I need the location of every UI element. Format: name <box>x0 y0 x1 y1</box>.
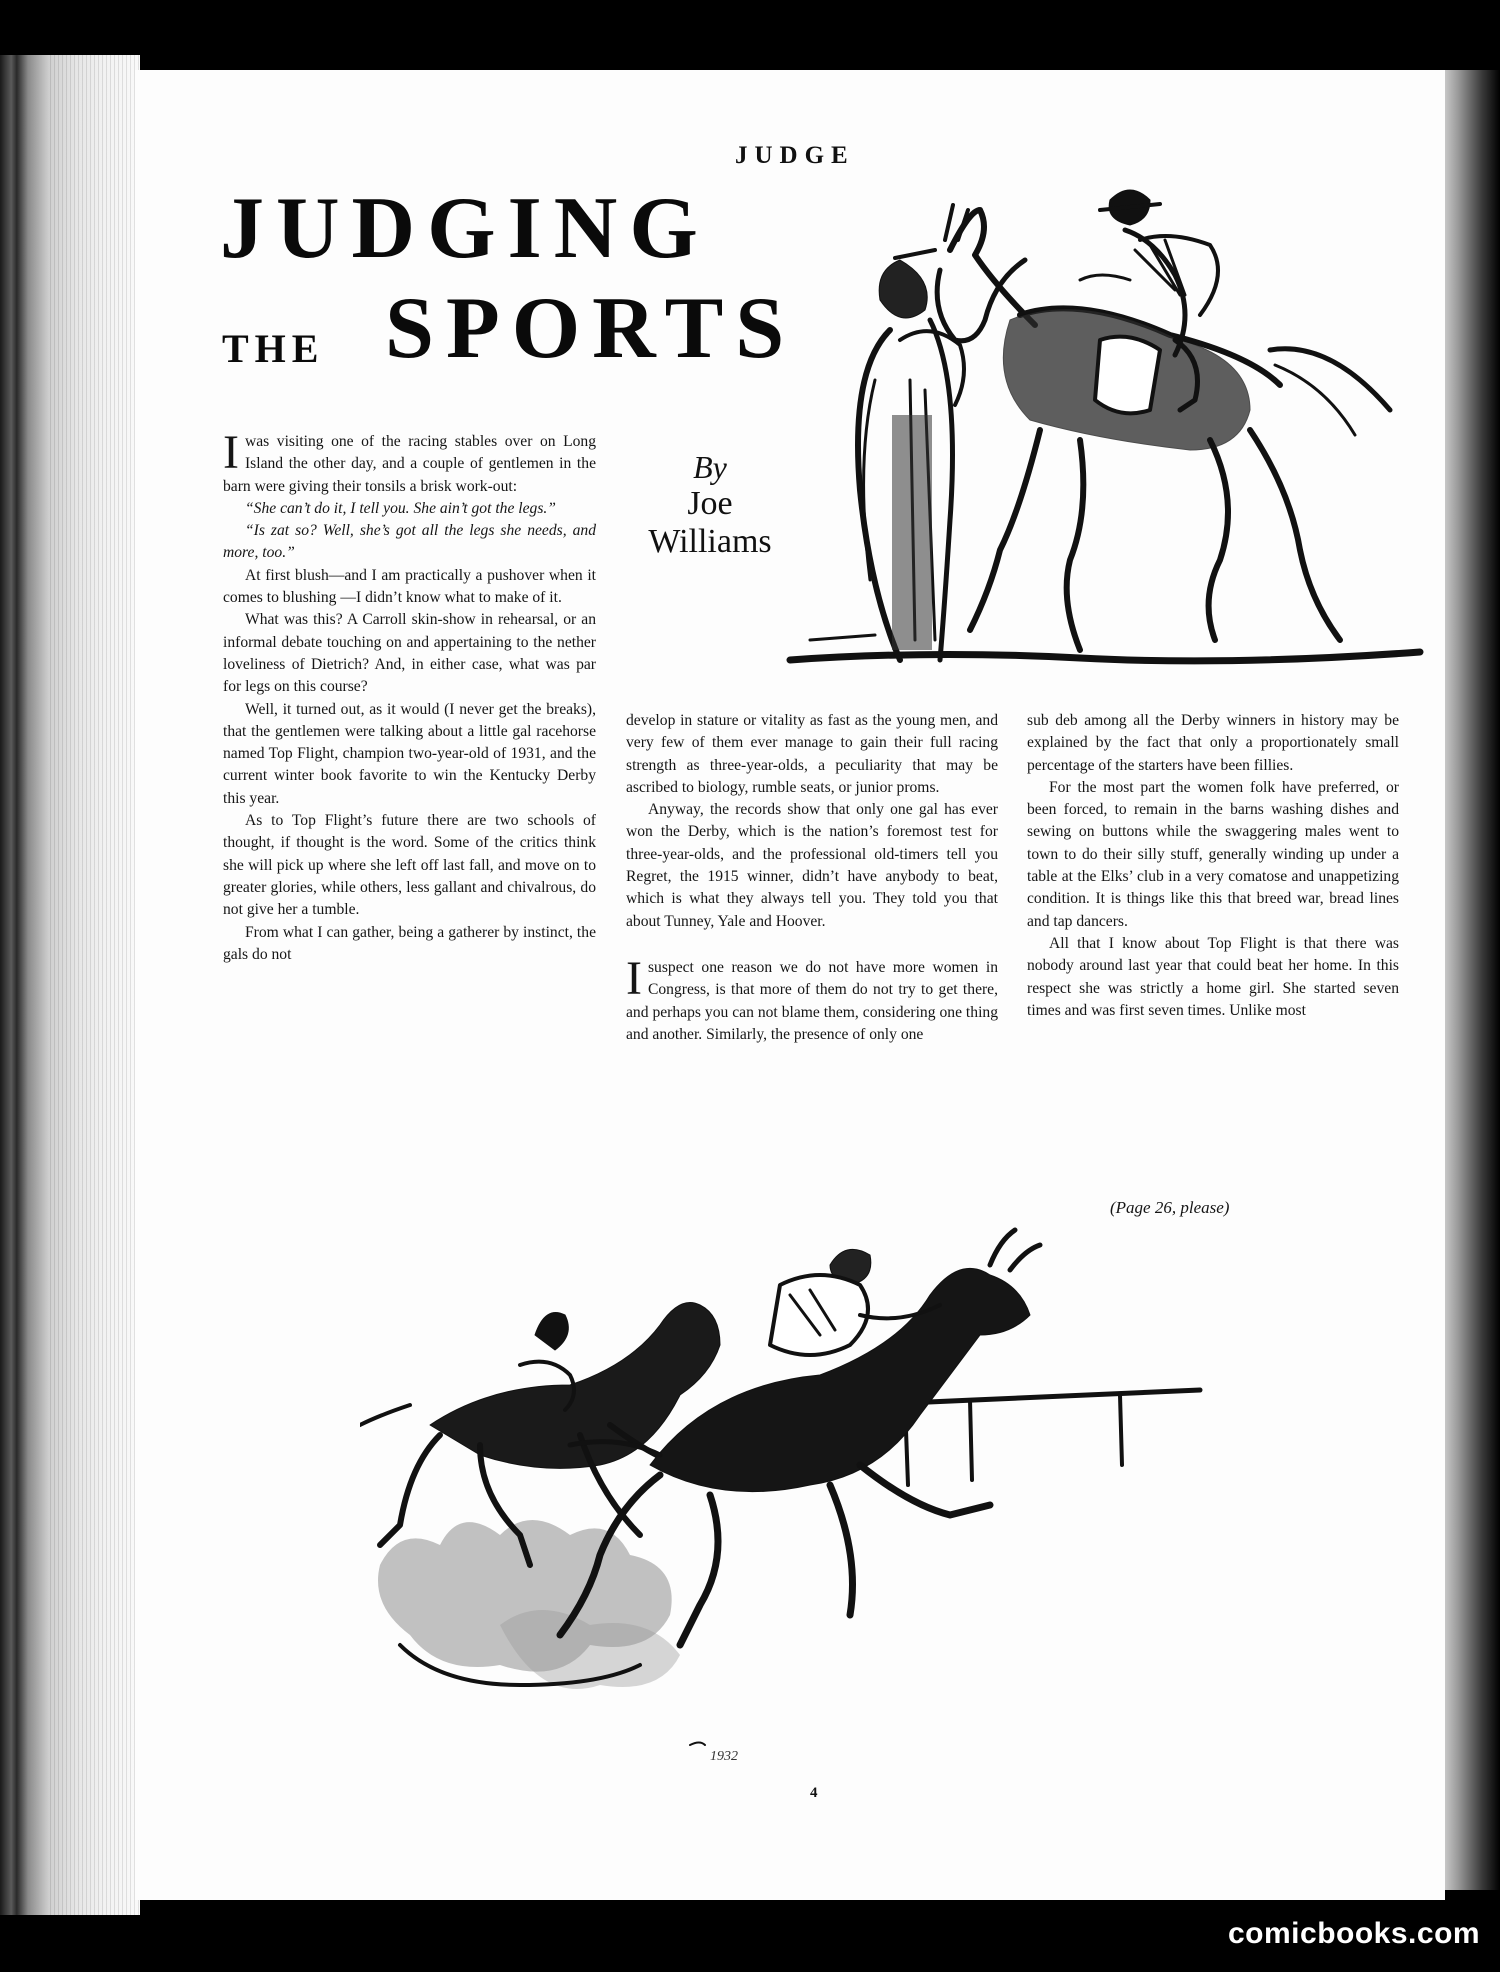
paragraph: “She can’t do it, I tell you. She ain’t got the legs.” <box>245 499 556 517</box>
paragraph: From what I can gather, being a gatherer by instinct, the gals do not <box>223 923 596 963</box>
site-watermark: comicbooks.com <box>1228 1917 1481 1950</box>
paragraph: For the most part the women folk have preferred, or been forced, to remain in the barns washing dishes and sewing on buttons while the swaggering males went to town to do their silly stuff, generally winding up under a table at the Elks’ club in a very comatose and unappetizing condition. It is things like this that breed war, bread lines and tap dancers. <box>1027 778 1399 930</box>
byline-by: By <box>693 449 727 485</box>
paragraph: Well, it turned out, as it would (I never get the breaks), that the gentlemen were talking about a little gal racehorse named Top Flight, champion two-year-old of 1931, and the current winter book favorite to win the Kentucky Derby this year. <box>223 700 596 807</box>
byline <box>625 450 795 560</box>
paragraph: What was this? A Carroll skin-show in rehearsal, or an informal debate touching on and appertaining to the nether loveliness of Dietrich? And, in either case, what was par for legs on this course? <box>223 611 596 696</box>
racing-horses-illustration <box>360 1225 1210 1785</box>
illustration-signature: 1932 <box>710 1749 738 1764</box>
paragraph: “Is zat so? Well, she’s got all the legs she needs, and more, too.” <box>223 522 596 562</box>
article-column-1 <box>223 426 596 966</box>
continued-note: (Page 26, please) <box>1110 1198 1230 1217</box>
headline-judging: JUDGING <box>220 180 710 277</box>
magazine-title: JUDGE <box>735 142 855 169</box>
paragraph: Anyway, the records show that only one gal has ever won the Derby, which is the nation’s foremost test for three-year-olds, and the professional old-timers tell you Regret, the 1915 winner, didn’t have anybody to beat, which is what they always tell you. They told you that about Tunney, Yale and Hoover. <box>626 801 998 930</box>
article-column-2 <box>626 710 998 1046</box>
paragraph: sub deb among all the Derby winners in history may be explained by the fact that only a proportionately small percentage of the starters have been fillies. <box>1027 712 1399 774</box>
book-right-page-edge <box>1440 70 1500 1890</box>
book-left-page-edges <box>0 55 140 1915</box>
article-column-3 <box>1027 710 1399 1022</box>
paragraph: Iwas visiting one of the racing stables over on Long Island the other day, and a couple of gentlemen in the barn were giving their tonsils a brisk work-out: <box>223 426 596 495</box>
paragraph: As to Top Flight’s future there are two schools of thought, if thought is the word. Some of the critics think she will pick up where she left off last fall, and move on to greater glories, while others, less gallant and chivalrous, do not give her a tumble. <box>223 812 596 919</box>
headline-the: THE <box>222 326 325 371</box>
paragraph: Isuspect one reason we do not have more women in Congress, is that more of them do not try to get there, and perhaps you can not blame them, considering one thing and another. Similarly, the presence of only one <box>626 951 998 1043</box>
page-number: 4 <box>810 1785 818 1801</box>
byline-last-name: Williams <box>648 522 772 560</box>
jockey-horse-illustration <box>780 180 1430 700</box>
byline-first-name: Joe <box>687 485 733 523</box>
paragraph: At first blush—and I am practically a pushover when it comes to blushing —I didn’t know what to make of it. <box>223 566 596 607</box>
headline-sports: SPORTS <box>385 280 797 377</box>
paragraph: develop in stature or vitality as fast as the young men, and very few of them ever manage to gain their full racing strength as three-year-olds, a peculiarity that may be ascribed to biology, rumble seats, or junior proms. <box>626 712 998 796</box>
paragraph: All that I know about Top Flight is that there was nobody around last year that could beat her home. In this respect she was strictly a home girl. She started seven times and was first seven times. Unlike most <box>1027 934 1399 1019</box>
